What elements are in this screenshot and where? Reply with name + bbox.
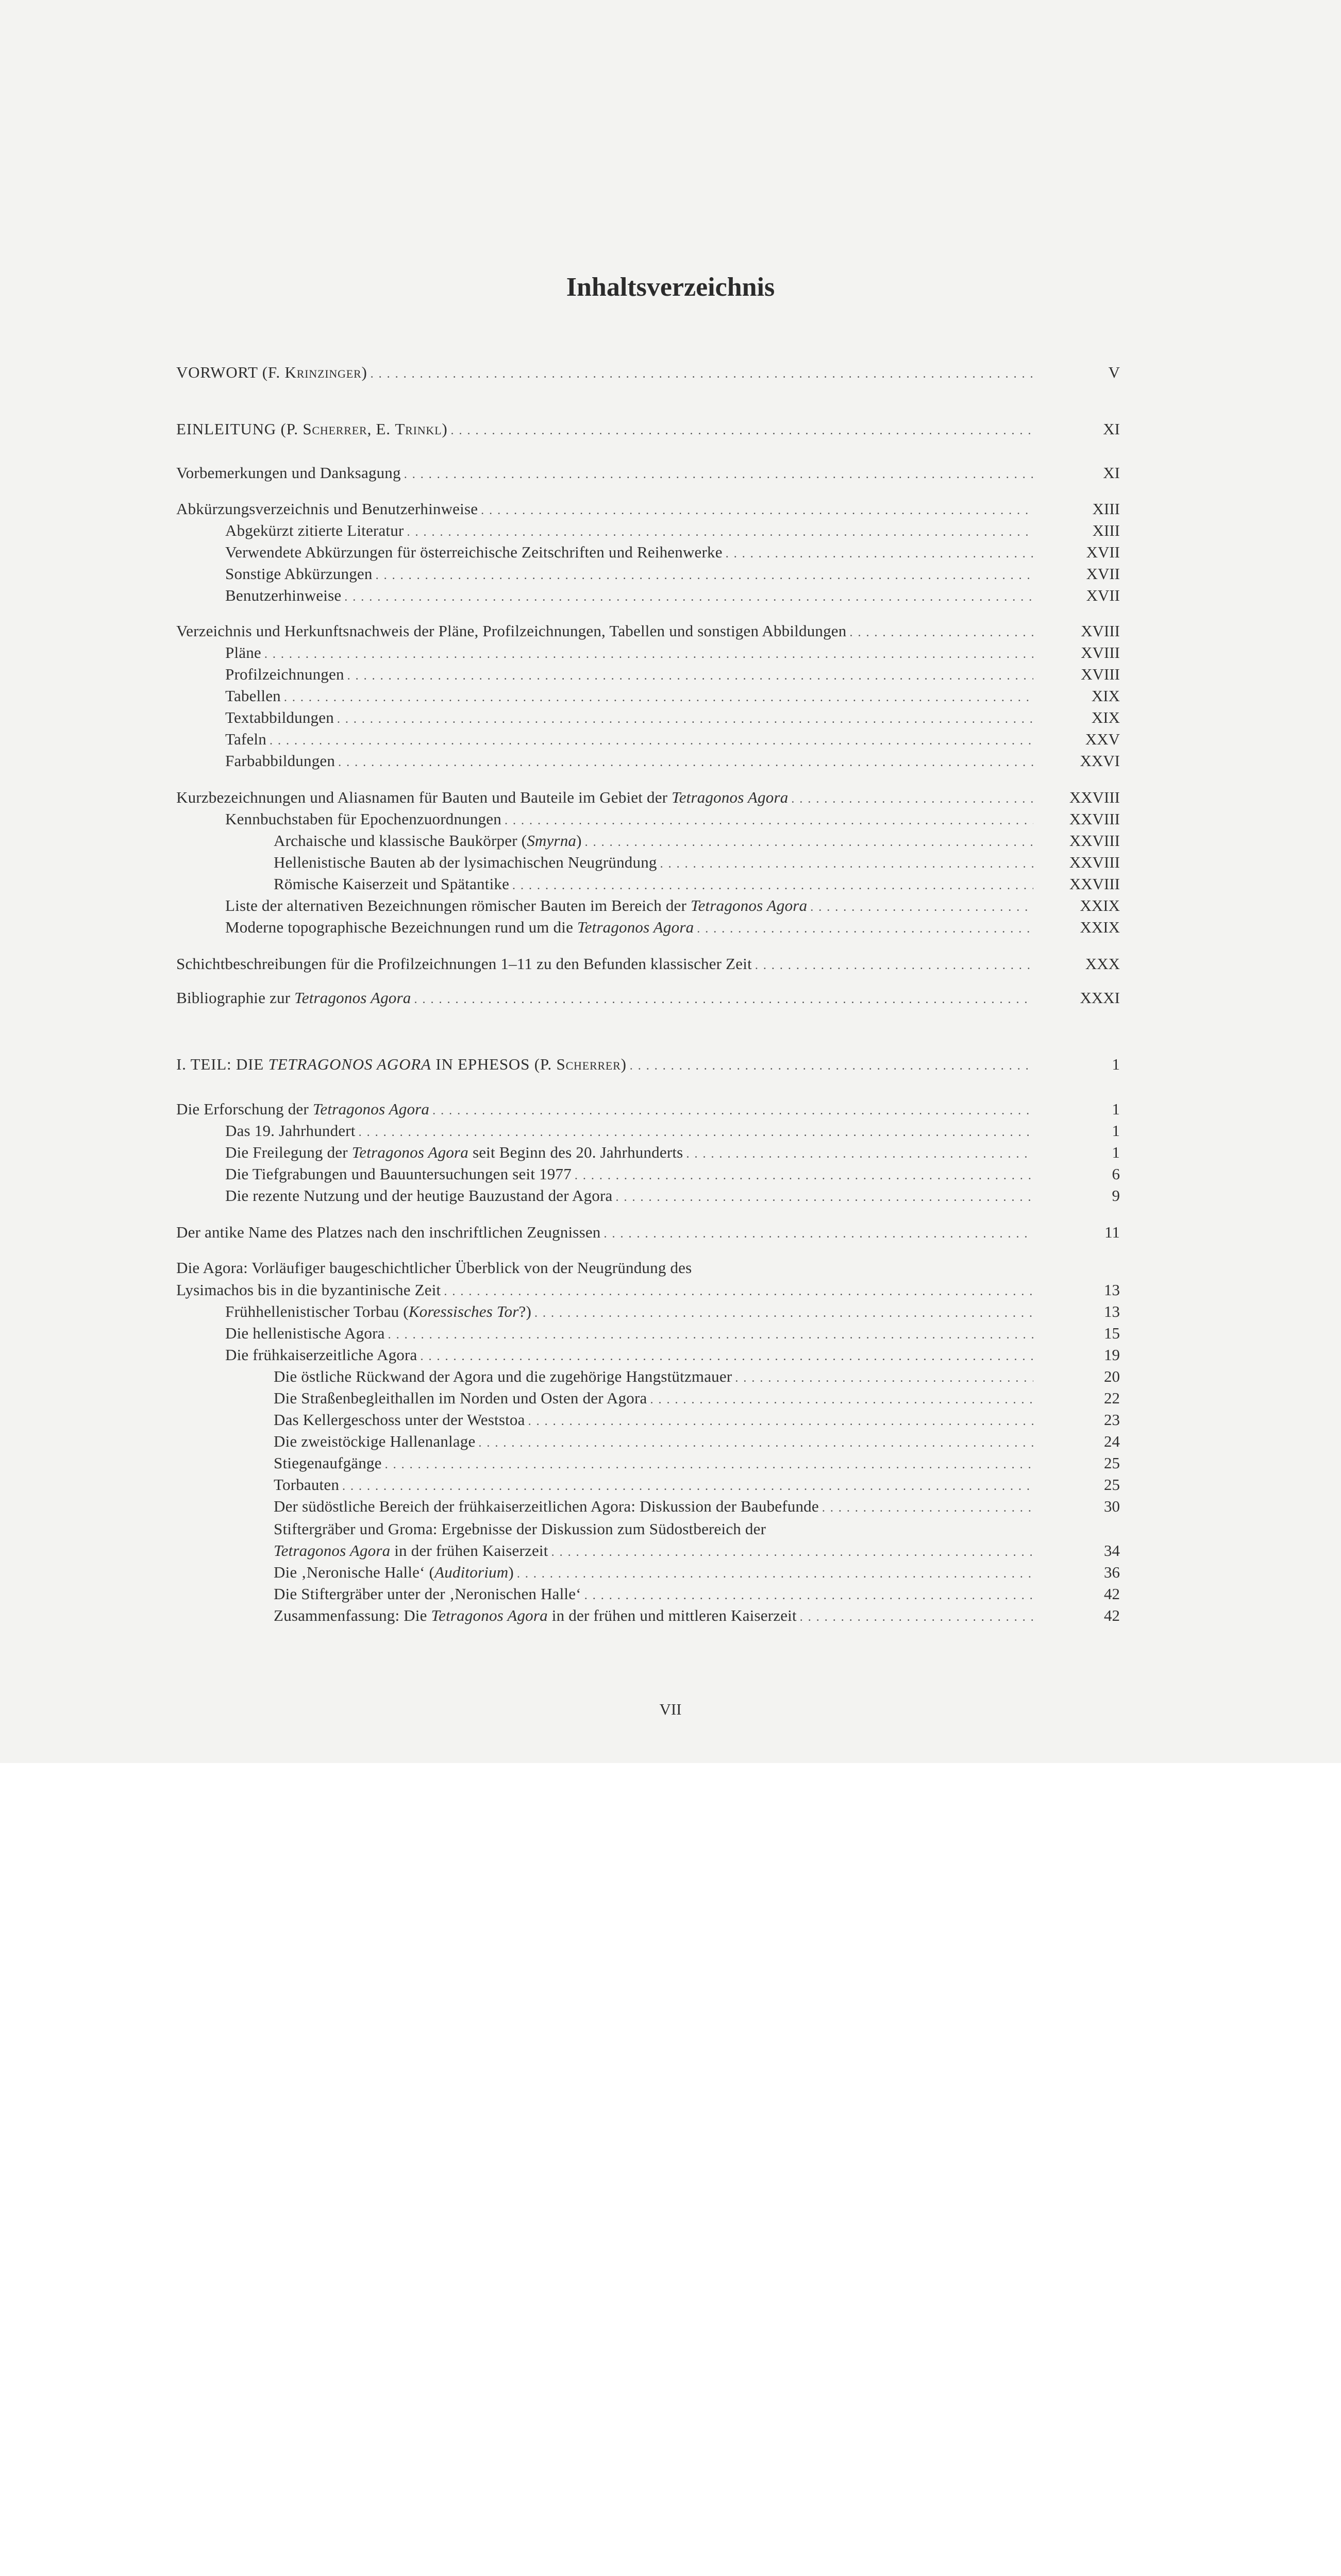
toc-entry[interactable] [176,363,1033,386]
toc-entry[interactable] [176,622,1033,645]
toc-entry-page: XXX [1085,955,1120,973]
toc-entry[interactable] [274,853,1033,876]
toc-entry-label: Das 19. Jahrhundert [225,1122,356,1140]
toc-entry-page: 9 [1112,1187,1120,1205]
toc-dot-leader [371,367,1033,381]
viewer-footer [0,1763,1341,1861]
toc-entry-page: XXIX [1080,918,1120,936]
toc-dot-leader [585,836,1033,850]
toc-dot-leader [420,1350,1033,1364]
toc-entry[interactable] [225,1165,1033,1188]
toc-dot-leader [284,691,1033,705]
toc-entry-page: XVII [1086,565,1120,583]
toc-dot-leader [404,468,1033,482]
toc-entry[interactable] [274,1497,1033,1520]
toc-entry-label: Bibliographie zur Tetragonos Agora [176,989,411,1007]
toc-dot-leader [791,792,1033,806]
toc-entry[interactable] [274,1367,1033,1390]
toc-entry[interactable] [274,1389,1033,1412]
toc-entry-label: Torbauten [274,1476,340,1494]
toc-entry-label: Verzeichnis und Herkunftsnachweis der Pläne, Profilzeichnungen, Tabellen und sonstigen Abbildungen [176,622,847,640]
toc-entry-label: Verwendete Abkürzungen für österreichische Zeitschriften und Reihenwerke [225,543,723,561]
toc-entry-page: XXV [1085,730,1120,748]
toc-entry-page: 36 [1104,1563,1120,1581]
toc-entry-page: XI [1103,464,1120,482]
toc-entry-page: XXVI [1080,752,1120,770]
toc-dot-leader [849,626,1033,640]
toc-dot-leader [686,1147,1033,1161]
toc-entry-page: XVII [1086,586,1120,604]
toc-dot-leader [478,1436,1033,1450]
toc-entry[interactable] [274,1541,1033,1564]
toc-dot-leader [650,1393,1033,1407]
toc-dot-leader [630,1059,1033,1073]
toc-entry-label: Abkürzungsverzeichnis und Benutzerhinweise [176,500,478,518]
toc-entry-page: 42 [1104,1585,1120,1603]
toc-entry-label: Die Straßenbegleithallen im Norden und Osten der Agora [274,1389,647,1407]
toc-entry-label: Tetragonos Agora in der frühen Kaiserzeit [274,1541,548,1560]
toc-entry[interactable] [274,832,1033,854]
toc-entry-label: Frühhellenistischer Torbau (Koressisches Tor?) [225,1302,531,1320]
toc-entry-page: 30 [1104,1497,1120,1515]
toc-entry-label: Pläne [225,643,261,662]
toc-entry[interactable] [274,1411,1033,1433]
toc-entry-label: Kurzbezeichnungen und Aliasnamen für Bauten und Bauteile im Gebiet der Tetragonos Agora [176,788,789,806]
toc-dot-leader [270,734,1033,748]
toc-entry-label: VORWORT (F. Krinzinger) [176,363,367,381]
toc-dot-leader [810,901,1033,914]
toc-entry[interactable] [225,565,1033,587]
toc-entry-page: 34 [1104,1541,1120,1560]
toc-entry-page: XXXI [1080,989,1120,1007]
toc-entry[interactable] [176,955,1033,977]
toc-entry[interactable] [176,1281,1033,1303]
toc-entry-page: XIII [1092,521,1120,539]
toc-entry-label: Die hellenistische Agora [225,1324,385,1342]
toc-entry-label: Die zweistöckige Hallenanlage [274,1432,476,1450]
toc-entry[interactable] [225,730,1033,753]
toc-entry-page: 23 [1104,1411,1120,1429]
toc-entry[interactable] [176,1259,1033,1281]
toc-dot-leader [347,669,1033,683]
toc-entry-label: Benutzerhinweise [225,586,342,604]
toc-entry-label: I. TEIL: DIE TETRAGONOS AGORA IN EPHESOS (P. Scherrer) [176,1055,627,1073]
toc-entry[interactable] [176,1100,1033,1123]
toc-dot-leader [385,1458,1033,1472]
toc-entry-label: Zusammenfassung: Die Tetragonos Agora in der frühen und mittleren Kaiserzeit [274,1606,797,1624]
toc-entry[interactable] [176,1223,1033,1246]
toc-entry-label: Die Stiftergräber unter der ‚Neronischen Halle‘ [274,1585,581,1603]
toc-entry-page: 19 [1104,1346,1120,1364]
toc-dot-leader [337,713,1033,726]
toc-entry[interactable] [176,1055,1033,1078]
toc-entry-page: 15 [1104,1324,1120,1342]
toc-entry[interactable] [176,464,1033,486]
toc-entry-page: XI [1103,420,1120,438]
toc-entry[interactable] [225,1122,1033,1144]
toc-entry-page: 25 [1104,1454,1120,1472]
toc-entry-page: XXVIII [1069,832,1120,850]
toc-entry-page: XVIII [1081,622,1120,640]
toc-entry[interactable] [274,1606,1033,1629]
toc-entry-page: XIII [1092,500,1120,518]
toc-entry[interactable] [225,521,1033,544]
toc-dot-leader [512,879,1033,893]
toc-dot-leader [697,922,1033,936]
toc-entry-page: 22 [1104,1389,1120,1407]
toc-entry-page: 1 [1112,1055,1120,1073]
toc-entry-page: 1 [1112,1100,1120,1118]
toc-entry-page: 11 [1104,1223,1120,1241]
toc-entry-label: Der antike Name des Platzes nach den inschriftlichen Zeugnissen [176,1223,601,1241]
toc-entry-label: Sonstige Abkürzungen [225,565,373,583]
toc-dot-leader [432,1104,1033,1118]
toc-entry[interactable] [274,1563,1033,1586]
toc-entry-label: Stiftergräber und Groma: Ergebnisse der Diskussion zum Südostbereich der [274,1520,766,1538]
toc-entry-label: Liste der alternativen Bezeichnungen römischer Bauten im Bereich der Tetragonos Agora [225,896,808,914]
toc-entry-label: Die Freilegung der Tetragonos Agora seit Beginn des 20. Jahrhunderts [225,1143,683,1161]
toc-entry[interactable] [274,1520,1033,1543]
toc-entry[interactable] [225,543,1033,566]
toc-entry[interactable] [225,1143,1033,1166]
bleed-through-text [196,41,1124,59]
toc-dot-leader [735,1371,1033,1385]
toc-entry-page: XXVIII [1069,810,1120,828]
toc-dot-leader [407,526,1033,539]
toc-entry-page: XXVIII [1069,875,1120,893]
page-number: VII [659,1700,682,1718]
toc-entry[interactable] [225,643,1033,666]
toc-entry-label: Archaische und klassische Baukörper (Smyrna) [274,832,582,850]
toc-entry[interactable] [176,420,1033,443]
toc-entry[interactable] [274,1585,1033,1607]
toc-entry-label: Die ‚Neronische Halle‘ (Auditorium) [274,1563,514,1581]
toc-dot-leader [444,1285,1033,1299]
toc-entry-page: XIX [1091,708,1120,726]
toc-entry-page: XIX [1091,687,1120,705]
toc-entry-page: XXVIII [1069,853,1120,871]
toc-entry-page: XXVIII [1069,788,1120,806]
toc-entry-label: Abgekürzt zitierte Literatur [225,521,404,539]
toc-entry[interactable] [225,810,1033,833]
toc-entry-label: Schichtbeschreibungen für die Profilzeichnungen 1–11 zu den Befunden klassischer Zeit [176,955,752,973]
toc-dot-leader [604,1227,1034,1241]
toc-entry-label: EINLEITUNG (P. Scherrer, E. Trinkl) [176,420,448,438]
toc-dot-leader [359,1126,1033,1140]
toc-entry-label: Die Tiefgrabungen und Bauuntersuchungen seit 1977 [225,1165,572,1183]
toc-dot-leader [822,1501,1033,1515]
toc-entry-label: Römische Kaiserzeit und Spätantike [274,875,510,893]
toc-dot-leader [376,569,1033,583]
toc-entry-page: XVIII [1081,665,1120,683]
page-title: Inhaltsverzeichnis [566,273,775,302]
toc-entry[interactable] [225,586,1033,609]
toc-dot-leader [551,1546,1033,1560]
toc-entry-label: Die Erforschung der Tetragonos Agora [176,1100,430,1118]
toc-entry-page: 20 [1104,1367,1120,1385]
toc-entry-label: Kennbuchstaben für Epochenzuordnungen [225,810,501,828]
toc-dot-leader [264,648,1033,662]
toc-entry-page: 13 [1104,1281,1120,1299]
toc-entry[interactable] [225,1324,1033,1347]
toc-entry[interactable] [225,752,1033,774]
toc-entry-page: XVII [1086,543,1120,561]
toc-dot-leader [344,590,1033,604]
toc-entry[interactable] [225,896,1033,919]
toc-dot-leader [338,756,1033,770]
toc-dot-leader [342,1480,1033,1494]
toc-entry[interactable] [225,708,1033,731]
toc-entry-label: Hellenistische Bauten ab der lysimachischen Neugründung [274,853,657,871]
toc-entry-page: 1 [1112,1122,1120,1140]
toc-entry[interactable] [225,665,1033,688]
toc-entry-label: Textabbildungen [225,708,334,726]
toc-entry-label: Vorbemerkungen und Danksagung [176,464,401,482]
toc-dot-leader [450,424,1033,438]
toc-entry-label: Die östliche Rückwand der Agora und die zugehörige Hangstützmauer [274,1367,732,1385]
toc-entry-page: 24 [1104,1432,1120,1450]
toc-entry-label: Tafeln [225,730,266,748]
toc-entry[interactable] [176,989,1033,1011]
toc-dot-leader [660,857,1033,871]
toc-entry[interactable] [176,500,1033,522]
toc-entry[interactable] [225,1346,1033,1368]
toc-dot-leader [388,1328,1033,1342]
toc-dot-leader [414,993,1033,1007]
toc-entry[interactable] [274,875,1033,897]
toc-entry-label: Stiegenaufgänge [274,1454,382,1472]
toc-dot-leader [505,814,1033,828]
toc-entry-label: Die rezente Nutzung und der heutige Bauzustand der Agora [225,1187,613,1205]
toc-dot-leader [800,1611,1033,1624]
toc-dot-leader [517,1567,1033,1581]
toc-entry[interactable] [274,1454,1033,1477]
toc-dot-leader [481,504,1033,518]
toc-entry[interactable] [225,1187,1033,1209]
toc-dot-leader [534,1307,1033,1320]
toc-entry-page: 1 [1112,1143,1120,1161]
toc-dot-leader [575,1169,1033,1183]
toc-entry[interactable] [225,1302,1033,1325]
toc-entry-page: 6 [1112,1165,1120,1183]
toc-entry-label: Lysimachos bis in die byzantinische Zeit [176,1281,441,1299]
toc-dot-leader [584,1589,1033,1603]
toc-entry-label: Profilzeichnungen [225,665,344,683]
toc-dot-leader [616,1191,1034,1205]
toc-entry-label: Moderne topographische Bezeichnungen rund um die Tetragonos Agora [225,918,694,936]
toc-entry[interactable] [225,918,1033,941]
toc-entry-page: V [1108,363,1120,381]
toc-entry[interactable] [274,1476,1033,1498]
toc-entry-page: 13 [1104,1302,1120,1320]
toc-dot-leader [528,1415,1033,1429]
toc-entry-page: XVIII [1081,643,1120,662]
toc-entry-label: Die Agora: Vorläufiger baugeschichtlicher Überblick von der Neugründung des [176,1259,692,1277]
toc-dot-leader [726,547,1033,561]
toc-entry-label: Die frühkaiserzeitliche Agora [225,1346,417,1364]
toc-entry-label: Tabellen [225,687,281,705]
toc-entry-page: 25 [1104,1476,1120,1494]
toc-entry-page: XXIX [1080,896,1120,914]
toc-entry-label: Farbabbildungen [225,752,336,770]
toc-entry[interactable] [176,788,1033,811]
toc-dot-leader [755,959,1033,973]
toc-entry[interactable] [274,1432,1033,1455]
toc-entry[interactable] [225,687,1033,709]
toc-entry-label: Das Kellergeschoss unter der Weststoa [274,1411,525,1429]
toc-entry-label: Der südöstliche Bereich der frühkaiserzeitlichen Agora: Diskussion der Baubefunde [274,1497,819,1515]
toc-entry-page: 42 [1104,1606,1120,1624]
